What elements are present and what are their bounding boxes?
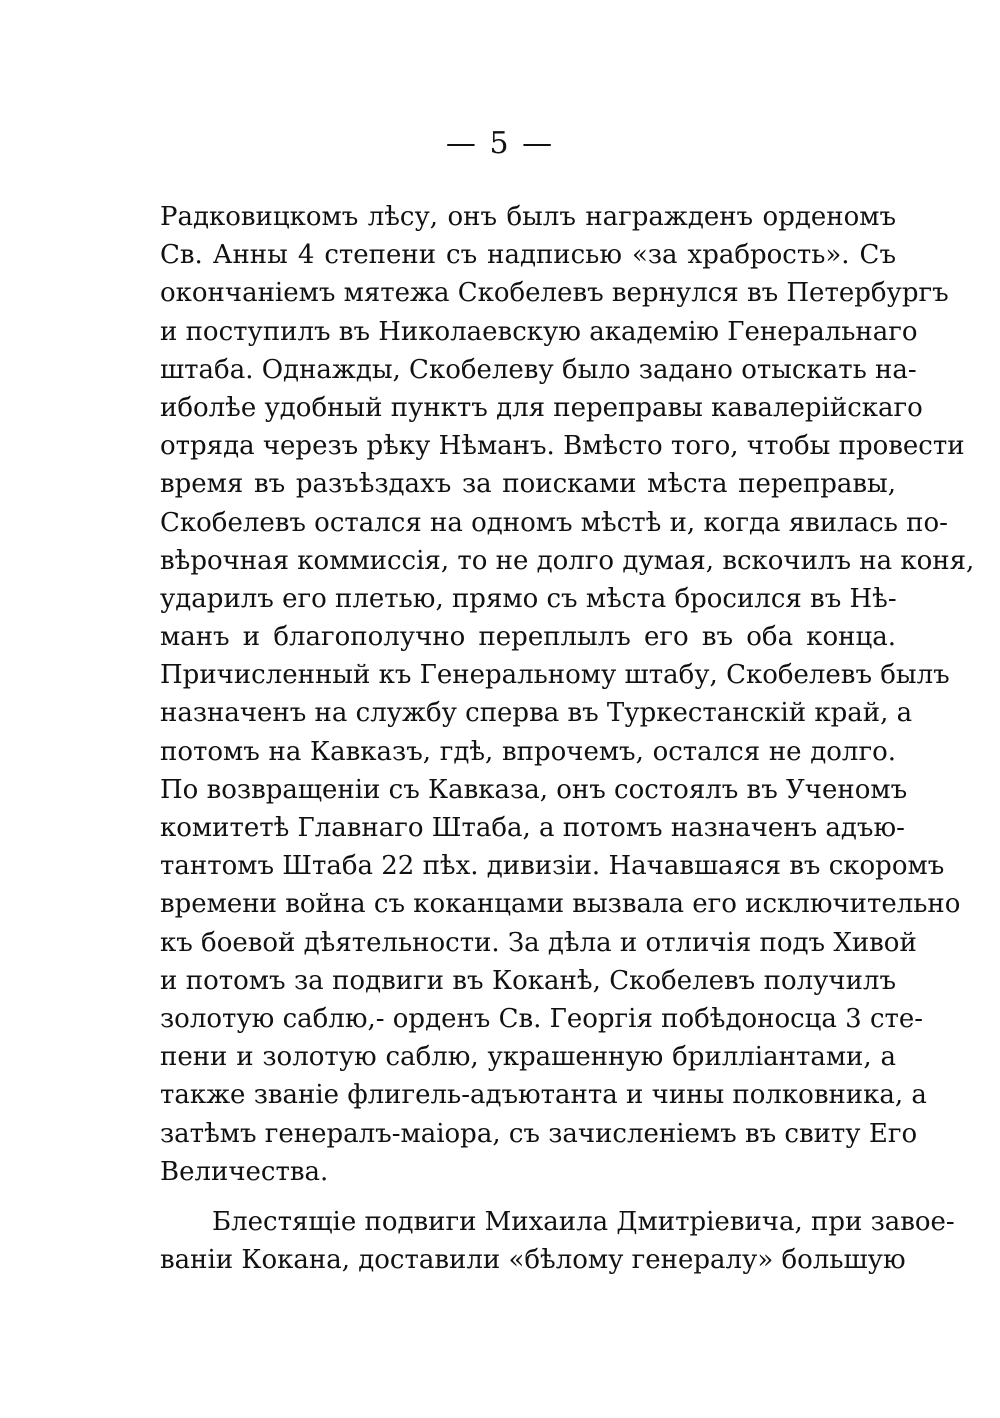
- text-line: штаба. Однажды, Скобелеву было задано отыскать на-: [160, 354, 917, 385]
- text-line: комитетѣ Главнаго Штаба, а потомъ назначенъ адъю-: [160, 813, 905, 843]
- text-line: и потомъ за подвиги въ Коканѣ, Скобелевъ получилъ: [160, 965, 896, 996]
- text-line: Скобелевъ остался на одномъ мѣстѣ и, когда явилась по-: [160, 507, 948, 538]
- text-line: къ боевой дѣятельности. За дѣла и отличія подъ Хивой: [160, 927, 917, 958]
- text-line: ваніи Кокана, доставили «бѣлому генералу» большую: [160, 1245, 906, 1276]
- text-line: вѣрочная коммиссія, то не долго думая, вскочилъ на коня,: [160, 545, 975, 576]
- body-text: [160, 198, 975, 1279]
- text-line: окончаніемъ мятежа Скобелевъ вернулся въ Петербургъ: [160, 278, 949, 309]
- text-line: затѣмъ генералъ-маіора, съ зачисленіемъ въ свиту Его: [160, 1118, 918, 1149]
- text-line: отряда черезъ рѣку Нѣманъ. Вмѣсто того, чтобы провести: [160, 431, 965, 462]
- text-line: Радковицкомъ лѣсу, онъ былъ награжденъ орденомъ: [160, 202, 896, 232]
- paragraph-1: [160, 198, 975, 1191]
- text-line: По возвращеніи съ Кавказа, онъ состоялъ въ Ученомъ: [160, 774, 908, 805]
- text-line: Величества.: [160, 1156, 329, 1187]
- text-line: ударилъ его плетью, прямо съ мѣста бросился въ Нѣ-: [160, 583, 897, 614]
- paragraph-gap: [160, 1191, 896, 1203]
- text-line: манъ и благополучно переплылъ его въ оба конца.: [160, 622, 896, 653]
- paragraph-2: [160, 1203, 955, 1279]
- text-line: пени и золотую саблю, украшенную бриллiантами, а: [160, 1042, 896, 1073]
- text-line: и поступилъ въ Николаевскую академію Генеральнаго: [160, 316, 918, 347]
- text-line: золотую саблю,- орденъ Св. Георгія побѣдоносца 3 сте-: [160, 1003, 924, 1034]
- text-line: времени война съ коканцами вызвала его исключительно: [160, 889, 961, 920]
- text-line: потомъ на Кавказъ, гдѣ, впрочемъ, остался не долго.: [160, 736, 896, 767]
- text-line: Блестящіе подвиги Михаила Дмитріевича, при завое-: [212, 1206, 955, 1237]
- text-line: иболѣе удобный пунктъ для переправы кавалерійскаго: [160, 392, 923, 423]
- text-line: Причисленный къ Генеральному штабу, Скобелевъ былъ: [160, 660, 950, 691]
- text-line: Св. Анны 4 степени съ надписью «за храбрость». Съ: [160, 240, 896, 271]
- text-line: назначенъ на службу сперва въ Туркестанскій край, а: [160, 698, 913, 729]
- text-line: время въ разъѣздахъ за поисками мѣста переправы,: [160, 469, 896, 500]
- text-line: тантомъ Штаба 22 пѣх. дивизіи. Начавшаяся въ скоромъ: [160, 851, 945, 882]
- text-line: также званіе флигель-адъютанта и чины полковника, а: [160, 1080, 927, 1111]
- page-number: — 5 —: [445, 126, 555, 161]
